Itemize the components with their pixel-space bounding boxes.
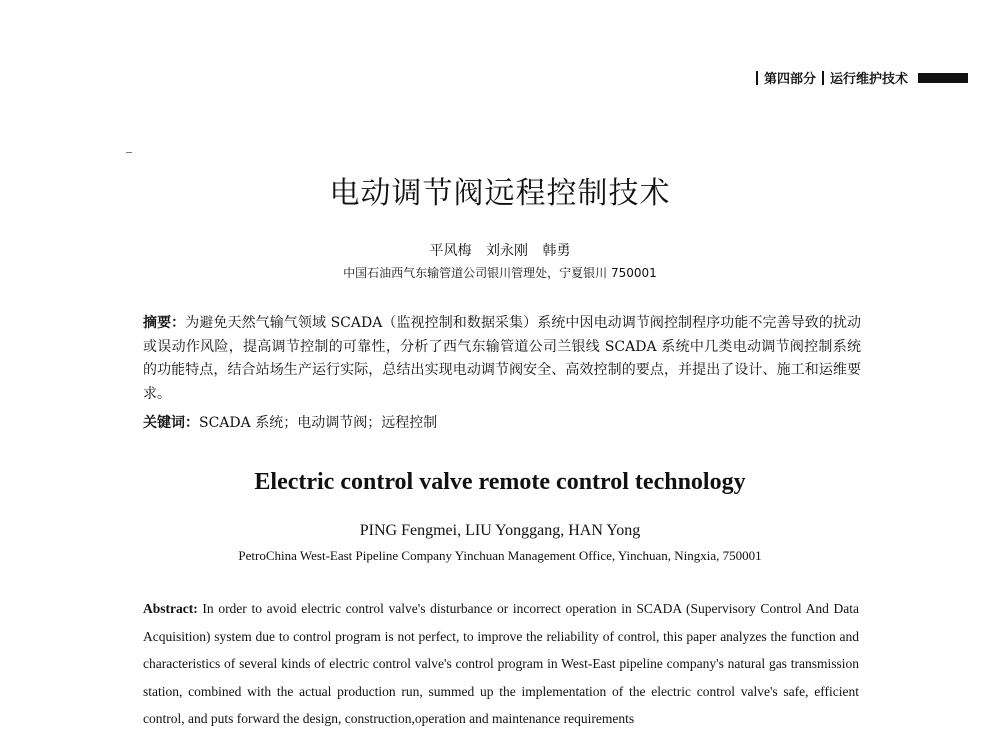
chinese-abstract: [143, 312, 861, 406]
chinese-title: 电动调节阀远程控制技术: [329, 176, 671, 211]
english-authors: PING Fengmei, LIU Yonggang, HAN Yong: [359, 522, 641, 539]
chinese-authors: 平风梅 刘永刚 韩勇: [429, 243, 571, 259]
english-affiliation: PetroChina West-East Pipeline Company Yinchuan Management Office, Yinchuan, Ningxia, 750001: [238, 548, 762, 563]
english-title: Electric control valve remote control technology: [254, 469, 746, 495]
margin-mark: [126, 152, 132, 153]
running-header: [756, 68, 968, 87]
chinese-keywords: [143, 412, 861, 435]
header-section: 运行维护技术: [829, 72, 908, 87]
header-divider: [756, 71, 758, 85]
header-divider: [822, 71, 824, 85]
chinese-keywords-text: SCADA 系统；电动调节阀；远程控制: [199, 415, 438, 431]
chinese-abstract-text: 为避免天然气输气领域 SCADA（监视控制和数据采集）系统中因电动调节阀控制程序功能不完善导致的扰动或误动作风险，提高调节控制的可靠性，分析了西气东输管道公司兰银线 SCADA 系统中几类电动调节阀控制系统的功能特点，结合站场生产运行实际，总结出实现电动调节阀安全、高效控制的要点，并提出了设计、施工和运维要求。: [143, 315, 862, 402]
english-abstract-label: Abstract:: [143, 601, 198, 616]
chinese-affiliation: 中国石油西气东输管道公司银川管理处，宁夏银川 750001: [343, 266, 657, 280]
english-abstract: [143, 595, 859, 733]
header-block-mark: [918, 73, 968, 83]
header-part: 第四部分: [763, 72, 816, 87]
chinese-abstract-label: 摘要：: [143, 315, 186, 331]
chinese-keywords-label: 关键词：: [143, 415, 199, 431]
english-abstract-text: In order to avoid electric control valve's disturbance or incorrect operation in SCADA (Supervisory Control And Data Acquisition) system due to control program is not perfect, to improve the reliability of control, this paper analyzes the function and characteristics of several kinds of electric control valve's control program in West-East pipeline company's natural gas transmission station, combined with the actual production run, summed up the implementation of the electric control valve's safe, efficient control, and puts forward the design, construction,operation and maintenance requirements: [143, 601, 859, 726]
